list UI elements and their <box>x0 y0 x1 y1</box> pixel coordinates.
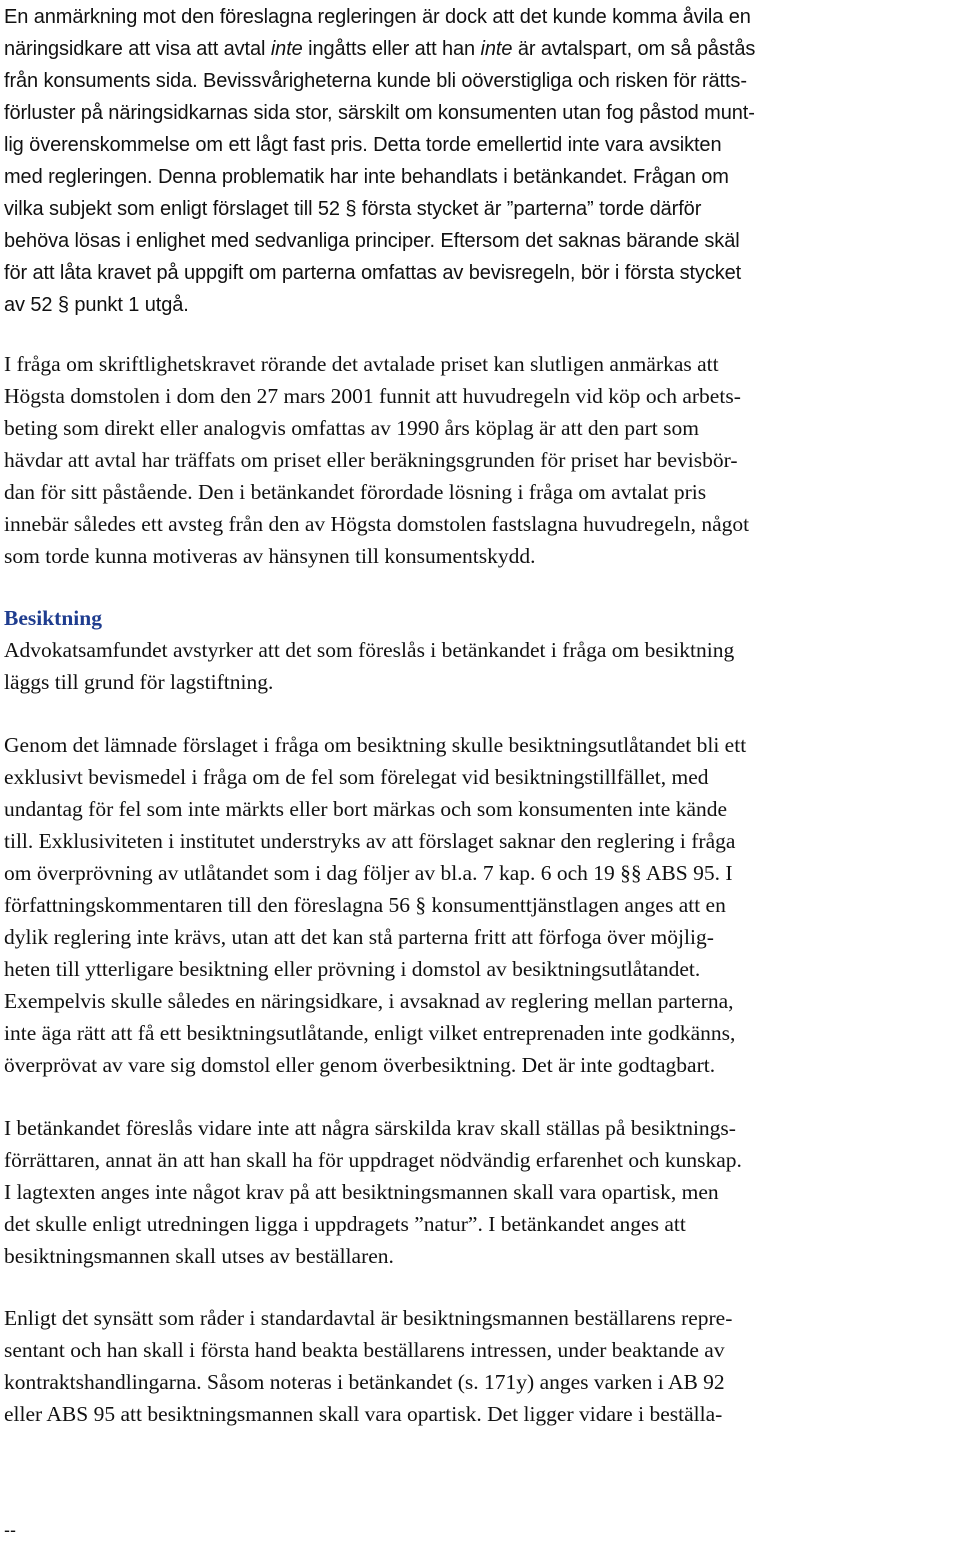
text-line <box>4 0 751 32</box>
text-segment: lig överenskommelse om ett lågt fast pris. Detta torde emellertid inte vara avsikten <box>4 134 722 156</box>
text-segment: exklusivt bevismedel i fråga om de fel som förelegat vid besiktningstillfället, med <box>4 765 709 789</box>
text-segment: näringsidkare att visa att avtal <box>4 38 271 60</box>
text-segment: för att låta kravet på uppgift om parterna omfattas av bevisregeln, bör i första stycket <box>4 262 742 284</box>
text-segment: kontraktshandlingarna. Såsom noteras i betänkandet (s. 171y) anges varken i AB 92 <box>4 1370 725 1394</box>
text-line <box>4 256 741 288</box>
text-line <box>4 1017 735 1049</box>
text-segment: heten till ytterligare besiktning eller prövning i domstol av besiktningsutlåtandet. <box>4 957 701 981</box>
text-segment: som torde kunna motiveras av hänsynen till konsumentskydd. <box>4 544 536 568</box>
text-segment: eller ABS 95 att besiktningsmannen skall vara opartisk. Det ligger vidare i beställa- <box>4 1402 723 1426</box>
text-line <box>4 348 719 380</box>
text-segment: det skulle enligt utredningen ligga i uppdragets ”natur”. I betänkandet anges att <box>4 1212 686 1236</box>
text-segment: I betänkandet föreslås vidare inte att några särskilda krav skall ställas på besiktnings- <box>4 1116 736 1140</box>
text-line <box>4 96 755 128</box>
text-line <box>4 540 535 572</box>
text-segment: vilka subjekt som enligt förslaget till 52 § första stycket är ”parterna” torde därför <box>4 198 702 220</box>
text-segment: hävdar att avtal har träffats om priset eller beräkningsgrunden för priset har bevisbör- <box>4 448 738 472</box>
text-line <box>4 1176 719 1208</box>
section-heading: Besiktning <box>4 606 102 630</box>
text-line <box>4 128 721 160</box>
text-segment: dan för sitt påstående. Den i betänkandet förordade lösning i fråga om avtalat pris <box>4 480 707 504</box>
text-line <box>4 985 734 1017</box>
text-segment: beting som direkt eller analogvis omfattas av 1990 års köplag är att den part som <box>4 416 699 440</box>
text-segment: I lagtexten anges inte något krav på att besiktningsmannen skall vara opartisk, men <box>4 1180 719 1204</box>
text-segment: sentant och han skall i första hand beakta beställarens intressen, under beaktande av <box>4 1338 725 1362</box>
text-segment: innebär således ett avsteg från den av Högsta domstolen fastslagna huvudregeln, något <box>4 512 750 536</box>
text-line <box>4 224 740 256</box>
text-segment: behöva lösas i enlighet med sedvanliga principer. Eftersom det saknas bärande skäl <box>4 230 740 252</box>
text-line <box>4 953 700 985</box>
text-segment: är avtalspart, om så påstås <box>512 38 756 60</box>
text-segment: undantag för fel som inte märkts eller bort märkas och som konsumenten inte kände <box>4 797 728 821</box>
text-line <box>4 288 189 320</box>
text-segment: författningskommentaren till den föreslagna 56 § konsumenttjänstlagen anges att en <box>4 893 726 917</box>
text-line <box>4 1334 725 1366</box>
text-segment: En anmärkning mot den föreslagna regleringen är dock att det kunde komma åvila en <box>4 6 751 28</box>
text-segment: Exempelvis skulle således en näringsidkare, i avsaknad av reglering mellan parterna, <box>4 989 734 1013</box>
text-line <box>4 1144 742 1176</box>
text-line <box>4 192 701 224</box>
text-segment: läggs till grund för lagstiftning. <box>4 670 274 694</box>
text-line <box>4 666 273 698</box>
text-line <box>4 64 747 96</box>
text-line <box>4 1049 715 1081</box>
text-line <box>4 1240 394 1272</box>
page-footer-mark: -- <box>4 1520 16 1540</box>
text-segment: om överprövning av utlåtandet som i dag följer av bl.a. 7 kap. 6 och 19 §§ ABS 95. I <box>4 861 733 885</box>
text-line <box>4 857 732 889</box>
text-line <box>4 1366 725 1398</box>
text-segment: förrättaren, annat än att han skall ha för uppdraget nödvändig erfarenhet och kunskap. <box>4 1148 742 1172</box>
text-segment: från konsuments sida. Bevissvårigheterna kunde bli oöverstigliga och risken för rätts- <box>4 70 747 92</box>
text-line <box>4 1398 722 1430</box>
text-segment: inte äga rätt att få ett besiktningsutlåtande, enligt vilket entreprenaden inte godkänns, <box>4 1021 736 1045</box>
text-segment: Högsta domstolen i dom den 27 mars 2001 funnit att huvudregeln vid köp och arbets- <box>4 384 741 408</box>
text-line <box>4 1208 686 1240</box>
text-segment: till. Exklusiviteten i institutet understryks av att förslaget saknar den reglering i fråga <box>4 829 736 853</box>
text-segment: ingåtts eller att han <box>302 38 481 60</box>
text-segment: I fråga om skriftlighetskravet rörande det avtalade priset kan slutligen anmärkas att <box>4 352 719 376</box>
text-segment: besiktningsmannen skall utses av beställaren. <box>4 1244 394 1268</box>
text-line <box>4 412 699 444</box>
text-segment: av 52 § punkt 1 utgå. <box>4 294 189 316</box>
text-line <box>4 793 727 825</box>
text-segment: inte <box>480 38 513 60</box>
text-line <box>4 1112 736 1144</box>
text-line <box>4 1302 732 1334</box>
text-line <box>4 825 735 857</box>
text-line <box>4 508 749 540</box>
text-line <box>4 921 714 953</box>
text-line <box>4 761 709 793</box>
text-segment: dylik reglering inte krävs, utan att det kan stå parterna fritt att förfoga över möjlig- <box>4 925 714 949</box>
text-segment: med regleringen. Denna problematik har inte behandlats i betänkandet. Frågan om <box>4 166 729 188</box>
text-segment: Genom det lämnade förslaget i fråga om besiktning skulle besiktningsutlåtandet bli ett <box>4 733 747 757</box>
text-line <box>4 476 706 508</box>
text-line <box>4 634 734 666</box>
text-segment: överprövat av vare sig domstol eller genom överbesiktning. Det är inte godtagbart. <box>4 1053 716 1077</box>
text-segment: Enligt det synsätt som råder i standardavtal är besiktningsmannen beställarens repre- <box>4 1306 733 1330</box>
text-line <box>4 602 102 634</box>
text-line <box>4 444 738 476</box>
text-line <box>4 160 729 192</box>
text-line <box>4 380 741 412</box>
text-line <box>4 889 726 921</box>
text-segment: förluster på näringsidkarnas sida stor, särskilt om konsumenten utan fog påstod munt- <box>4 102 755 124</box>
text-segment: inte <box>270 38 303 60</box>
text-segment: Advokatsamfundet avstyrker att det som föreslås i betänkandet i fråga om besiktning <box>4 638 735 662</box>
text-line <box>4 32 755 64</box>
text-line <box>4 729 746 761</box>
